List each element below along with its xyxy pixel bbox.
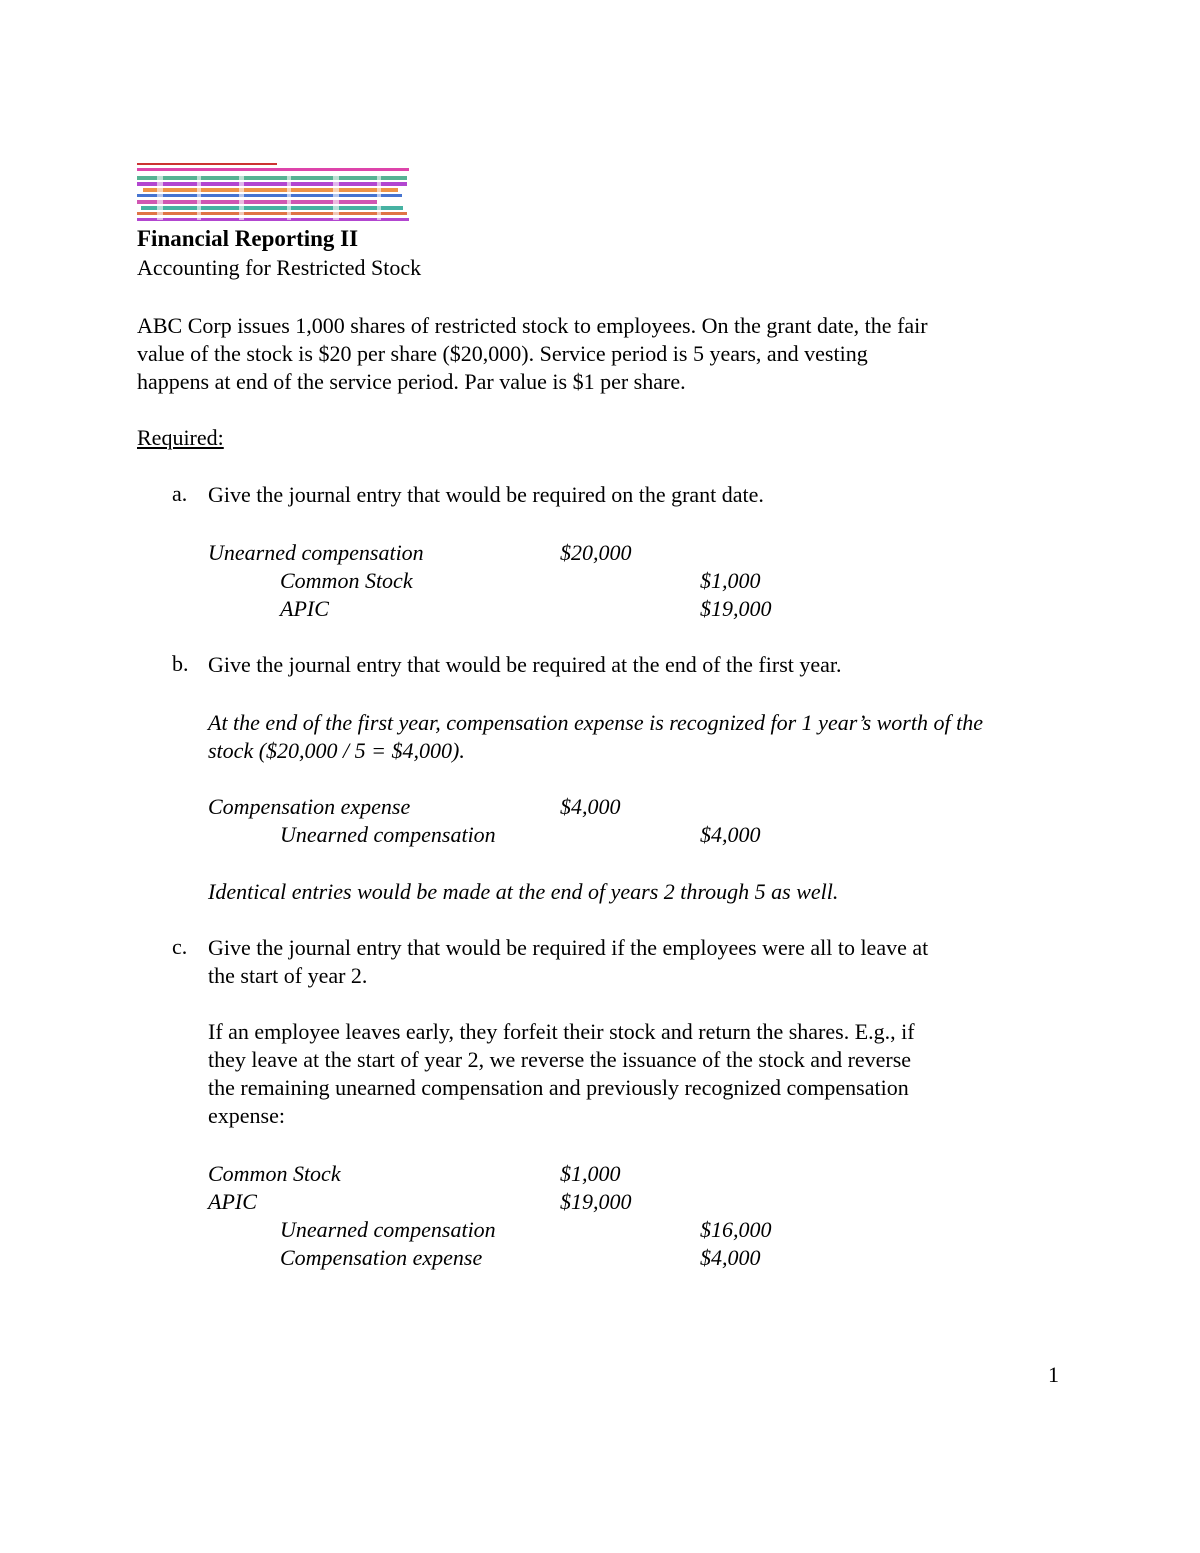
part-c-marker: c.	[172, 934, 188, 959]
problem-line-1: ABC Corp issues 1,000 shares of restricted stock to employees. On the grant date, the fair	[137, 313, 928, 338]
credit-amount: $4,000	[700, 822, 761, 847]
account-name: Common Stock	[280, 568, 413, 593]
page-number: 1	[1048, 1362, 1059, 1387]
question-line: Give the journal entry that would be required if the employees were all to leave at	[208, 935, 929, 960]
part-b-question: Give the journal entry that would be required at the end of the first year.	[208, 652, 842, 677]
part-b-marker: b.	[172, 651, 189, 676]
credit-amount: $1,000	[700, 568, 761, 593]
explanation-line: At the end of the first year, compensation expense is recognized for 1 year’s worth of the	[208, 710, 983, 735]
journal-row	[208, 821, 808, 849]
account-name: Compensation expense	[208, 794, 411, 819]
account-name: Unearned compensation	[280, 1217, 496, 1242]
account-name: Common Stock	[208, 1161, 341, 1186]
document-title: Financial Reporting II	[137, 226, 359, 251]
required-heading: Required:	[137, 425, 224, 450]
explanation-line: expense:	[208, 1103, 285, 1128]
journal-row	[208, 567, 808, 595]
debit-amount: $4,000	[560, 794, 621, 819]
account-name: Unearned compensation	[208, 540, 424, 565]
journal-entry-a	[208, 539, 808, 623]
part-b-explanation	[208, 709, 1048, 765]
garbled-header-artifact	[137, 160, 409, 226]
journal-row	[208, 793, 808, 821]
explanation-line: If an employee leaves early, they forfeit their stock and return the shares. E.g., if	[208, 1019, 915, 1044]
journal-row	[208, 1160, 808, 1188]
debit-amount: $1,000	[560, 1161, 621, 1186]
explanation-line: stock ($20,000 / 5 = $4,000).	[208, 738, 465, 763]
journal-entry-c	[208, 1160, 808, 1272]
part-b-note: Identical entries would be made at the end of years 2 through 5 as well.	[208, 879, 839, 904]
problem-line-2: value of the stock is $20 per share ($20,000). Service period is 5 years, and vesting	[137, 341, 868, 366]
journal-row	[208, 539, 808, 567]
problem-statement	[137, 312, 1077, 396]
credit-amount: $19,000	[700, 596, 772, 621]
journal-row	[208, 1244, 808, 1272]
explanation-line: they leave at the start of year 2, we reverse the issuance of the stock and reverse	[208, 1047, 912, 1072]
journal-row	[208, 595, 808, 623]
part-c-explanation	[208, 1018, 1058, 1130]
part-c-question	[208, 934, 1078, 990]
debit-amount: $20,000	[560, 540, 632, 565]
account-name: Compensation expense	[280, 1245, 483, 1270]
part-a-marker: a.	[172, 481, 188, 506]
journal-entry-b	[208, 793, 808, 849]
document-subtitle: Accounting for Restricted Stock	[137, 255, 422, 280]
credit-amount: $16,000	[700, 1217, 772, 1242]
account-name: APIC	[208, 1189, 257, 1214]
debit-amount: $19,000	[560, 1189, 632, 1214]
journal-row	[208, 1216, 808, 1244]
credit-amount: $4,000	[700, 1245, 761, 1270]
part-a-question: Give the journal entry that would be required on the grant date.	[208, 482, 764, 507]
question-line: the start of year 2.	[208, 963, 368, 988]
journal-row	[208, 1188, 808, 1216]
explanation-line: the remaining unearned compensation and previously recognized compensation	[208, 1075, 909, 1100]
problem-line-3: happens at end of the service period. Par value is $1 per share.	[137, 369, 686, 394]
account-name: Unearned compensation	[280, 822, 496, 847]
account-name: APIC	[280, 596, 329, 621]
